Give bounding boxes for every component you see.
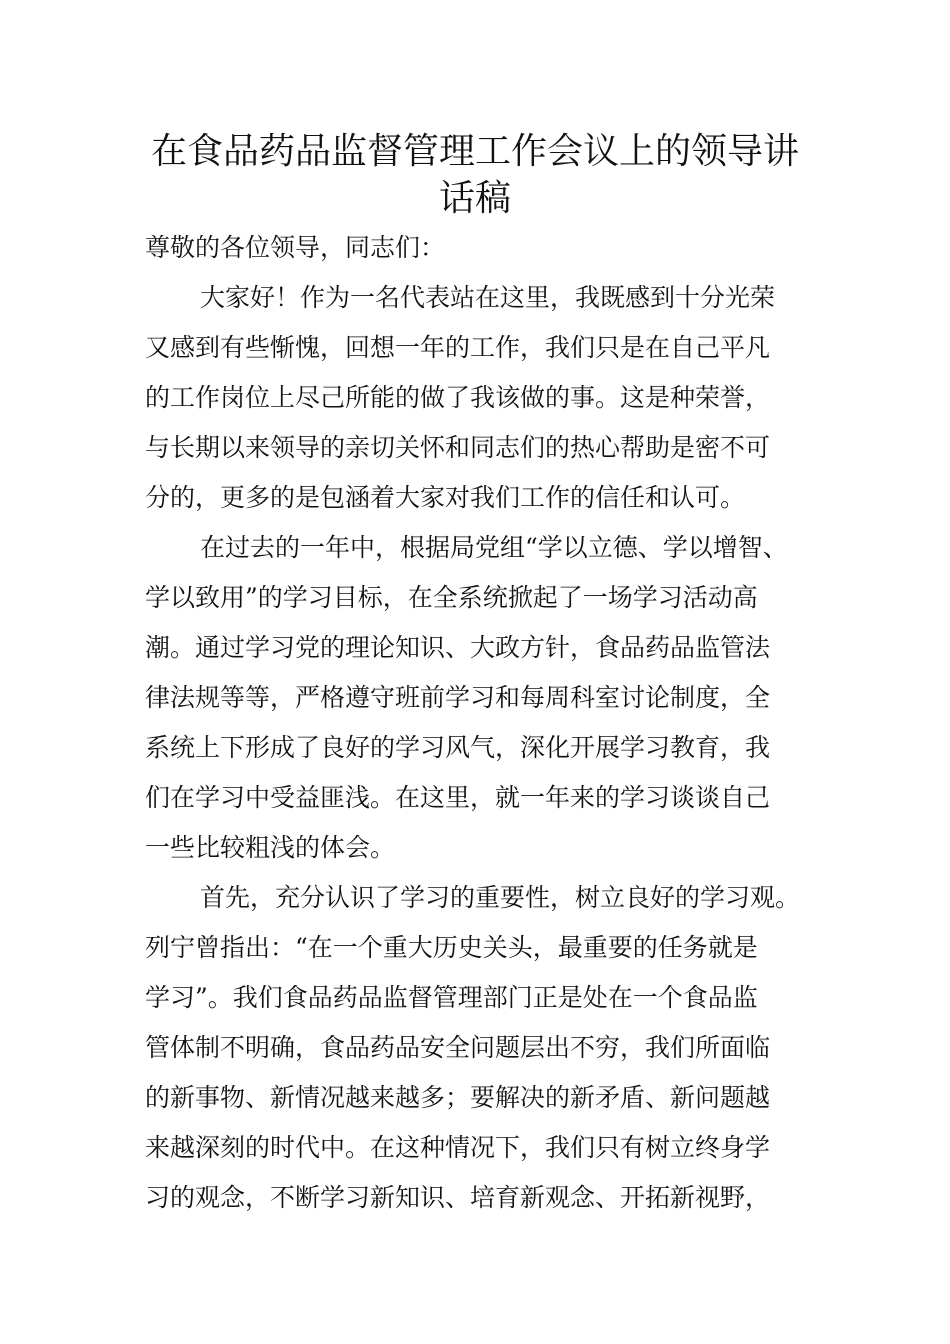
- paragraph-line: 大家好！作为一名代表站在这里，我既感到十分光荣: [200, 283, 776, 312]
- paragraph-line: 潮。通过学习党的理论知识、大政方针，食品药品监管法: [145, 633, 771, 662]
- paragraph-line: 分的，更多的是包涵着大家对我们工作的信任和认可。: [145, 483, 746, 512]
- paragraph-line: 在过去的一年中，根据局党组“学以立德、学以增智、: [200, 533, 788, 562]
- paragraph-line: 学习”。我们食品药品监督管理部门正是处在一个食品监: [145, 983, 758, 1012]
- paragraph-line: 的新事物、新情况越来越多；要解决的新矛盾、新问题越: [145, 1083, 771, 1112]
- paragraph-line: 律法规等等，严格遵守班前学习和每周科室讨论制度，全: [145, 683, 771, 712]
- paragraph-line: 的工作岗位上尽己所能的做了我该做的事。这是种荣誉，: [145, 383, 771, 412]
- paragraph-line: 习的观念，不断学习新知识、培育新观念、开拓新视野，: [145, 1183, 771, 1212]
- paragraph-line: 首先，充分认识了学习的重要性，树立良好的学习观。: [200, 883, 801, 912]
- salutation: 尊敬的各位领导，同志们：: [145, 233, 446, 262]
- paragraph-line: 系统上下形成了良好的学习风气，深化开展学习教育，我: [145, 733, 771, 762]
- paragraph-line: 与长期以来领导的亲切关怀和同志们的热心帮助是密不可: [145, 433, 771, 462]
- document-title-line-1: 在食品药品监督管理工作会议上的领导讲: [150, 131, 799, 172]
- paragraph-line: 又感到有些惭愧，回想一年的工作，我们只是在自己平凡: [145, 333, 771, 362]
- paragraph-line: 管体制不明确，食品药品安全问题层出不穷，我们所面临: [145, 1033, 771, 1062]
- paragraph-line: 一些比较粗浅的体会。: [145, 833, 396, 862]
- paragraph-line: 学以致用”的学习目标，在全系统掀起了一场学习活动高: [145, 583, 758, 612]
- document-title-line-2: 话稿: [438, 178, 511, 219]
- paragraph-line: 们在学习中受益匪浅。在这里，就一年来的学习谈谈自己: [145, 783, 771, 812]
- paragraph-line: 来越深刻的时代中。在这种情况下，我们只有树立终身学: [145, 1133, 771, 1162]
- paragraph-line: 列宁曾指出：“在一个重大历史关头，最重要的任务就是: [145, 933, 758, 962]
